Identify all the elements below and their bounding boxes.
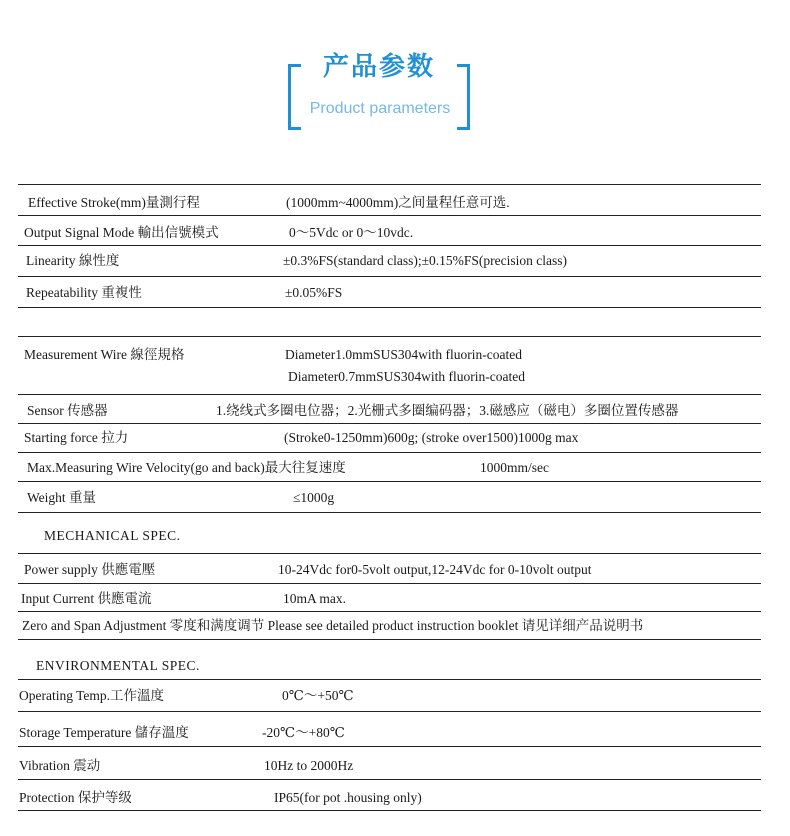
divider [18, 245, 761, 246]
divider [18, 779, 761, 780]
divider [18, 184, 761, 185]
linearity-label: Linearity 線性度 [26, 253, 120, 268]
wire-label: Measurement Wire 線徑規格 [24, 347, 185, 362]
divider [18, 276, 761, 277]
divider [18, 679, 761, 680]
stroke-label: Effective Stroke(mm)量測行程 [28, 195, 200, 210]
divider [18, 423, 761, 424]
divider [18, 336, 761, 337]
page-title: 产品参数 [322, 52, 435, 82]
page-subtitle: Product parameters [309, 100, 451, 117]
divider [18, 583, 761, 584]
zero-span-text: Zero and Span Adjustment 零度和满度调节 Please see detailed product instruction booklet 请见详细产品说明书 [22, 618, 644, 633]
divider [18, 481, 761, 482]
divider [18, 553, 761, 554]
weight-label: Weight 重量 [27, 490, 97, 505]
force-label: Starting force 拉力 [24, 430, 129, 445]
storage-label: Storage Temperature 儲存溫度 [19, 725, 189, 740]
divider [18, 639, 761, 640]
environmental-section-title: ENVIRONMENTAL SPEC. [36, 658, 200, 673]
power-value: 10-24Vdc for0-5volt output,12-24Vdc for 0-10volt output [278, 562, 592, 577]
vibration-label: Vibration 震动 [19, 758, 101, 773]
op-temp-label: Operating Temp.工作溫度 [19, 688, 165, 703]
divider [18, 452, 761, 453]
repeatability-value: ±0.05%FS [285, 285, 343, 300]
divider [18, 215, 761, 216]
divider [18, 611, 761, 612]
sensor-value: 1.绕线式多圈电位器；2.光栅式多圈编码器；3.磁感应（磁电）多圈位置传感器 [216, 403, 679, 418]
signal-label: Output Signal Mode 輸出信號模式 [24, 225, 219, 240]
storage-value: -20℃～+80℃ [262, 725, 345, 740]
velocity-label: Max.Measuring Wire Velocity(go and back)最大往复速度 [27, 460, 346, 475]
divider [18, 512, 761, 513]
vibration-value: 10Hz to 2000Hz [264, 758, 354, 773]
sensor-label: Sensor 传感器 [27, 403, 108, 418]
divider [18, 394, 761, 395]
divider [18, 746, 761, 747]
protection-value: IP65(for pot .housing only) [274, 790, 422, 805]
signal-value: 0～5Vdc or 0～10vdc. [289, 225, 414, 240]
wire-value-1: Diameter1.0mmSUS304with fluorin-coated [285, 347, 522, 362]
force-value: (Stroke0-1250mm)600g; (stroke over1500)1000g max [284, 430, 579, 445]
op-temp-value: 0℃～+50℃ [282, 688, 354, 703]
wire-value-2: Diameter0.7mmSUS304with fluorin-coated [288, 369, 525, 384]
linearity-value: ±0.3%FS(standard class);±0.15%FS(precision class) [283, 253, 568, 268]
weight-value: ≤1000g [293, 490, 335, 505]
stroke-value: (1000mm~4000mm)之间量程任意可选. [286, 195, 510, 210]
current-value: 10mA max. [283, 591, 346, 606]
repeatability-label: Repeatability 重複性 [26, 285, 142, 300]
velocity-value: 1000mm/sec [480, 460, 549, 475]
power-label: Power supply 供應電壓 [24, 562, 156, 577]
protection-label: Protection 保护等级 [19, 790, 132, 805]
current-label: Input Current 供應電流 [21, 591, 152, 606]
divider [18, 711, 761, 712]
divider [18, 810, 761, 811]
divider [18, 307, 761, 308]
mechanical-section-title: MECHANICAL SPEC. [44, 528, 181, 543]
